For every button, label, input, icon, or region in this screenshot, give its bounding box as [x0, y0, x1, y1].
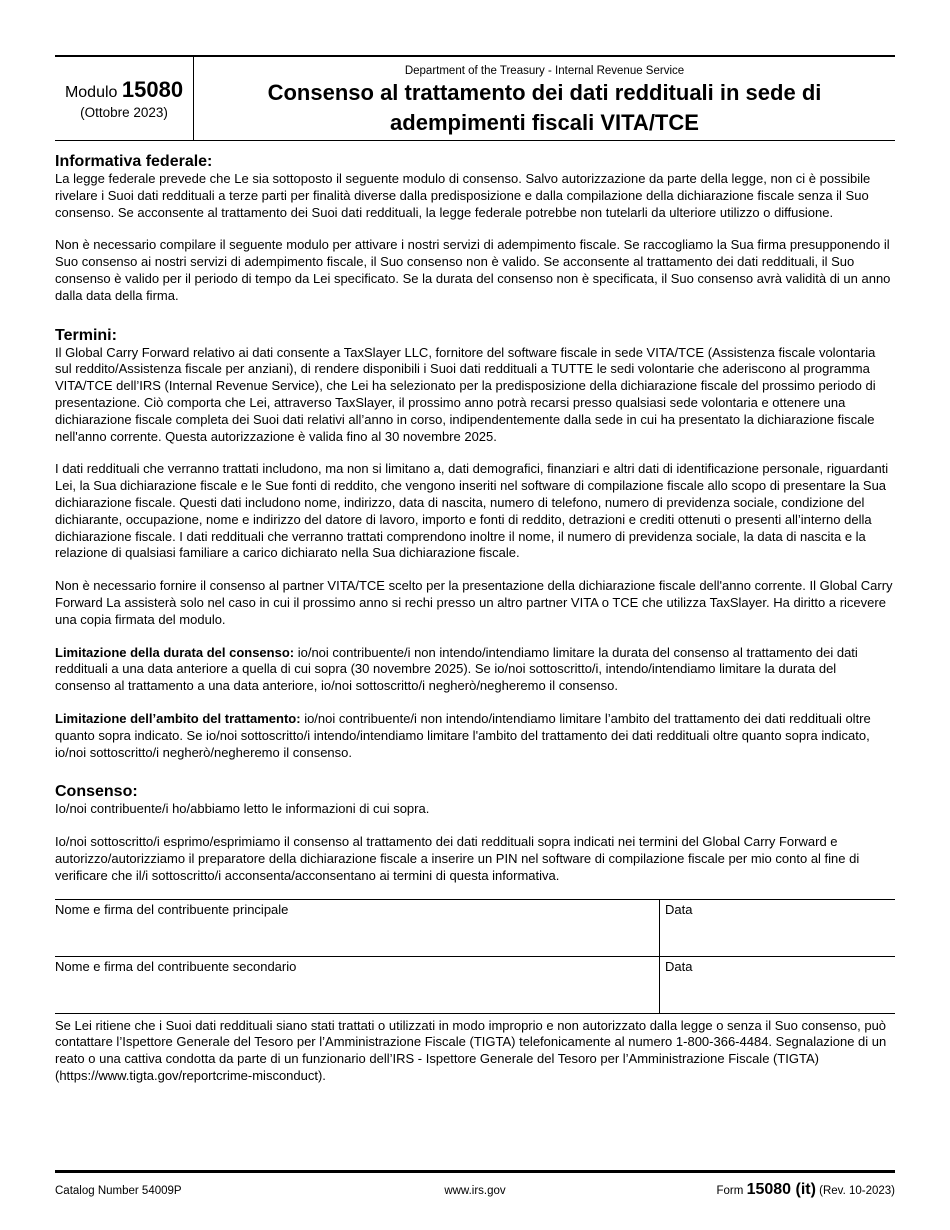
form-revision	[615, 1181, 895, 1199]
durata-limitation	[55, 645, 895, 695]
informativa-heading: Informativa federale:	[55, 153, 213, 170]
form-title-line2: adempimenti fiscali VITA/TCE	[390, 110, 699, 135]
consenso-heading: Consenso:	[55, 783, 138, 801]
department-name: Department of the Treasury - Internal Revenue Service	[404, 65, 685, 77]
primary-date-field[interactable]	[660, 900, 895, 956]
secondary-date-field[interactable]	[660, 957, 895, 1013]
termini-heading: Termini:	[55, 326, 117, 344]
form-prefix: Modulo	[64, 84, 118, 101]
primary-signature-row	[55, 900, 895, 957]
tigta-notice: Se Lei ritiene che i Suoi dati reddituali siano stati trattati o utilizzati in modo improprio e non autorizzato dalla legge o senza il Suo consenso, può contattare l’Ispettore Generale del Tesoro per l’Amministrazione Fiscale (TIGTA) telefonicamente al numero 1-800-366-4484. Segnalazione di un reato o una cattiva condotta da parte di un funzionario dell’IRS - Ispettore Generale del Tesoro per l’Amministrazione Fiscale (TIGTA) (https://www.tigta.gov/reportcrime-misconduct).	[55, 1017, 887, 1083]
form-date: (Ottobre 2023)	[80, 105, 168, 120]
informativa-section	[55, 153, 895, 305]
primary-signature-field[interactable]	[55, 900, 660, 956]
page-footer	[55, 1170, 895, 1199]
catalog-number: Catalog Number 54009P	[55, 1185, 182, 1197]
consenso-section	[55, 783, 895, 884]
termini-section	[55, 327, 895, 762]
secondary-signature-field[interactable]	[55, 957, 660, 1013]
footer-form-id: 15080 (it)	[746, 1181, 816, 1198]
secondary-date-label: Data	[665, 958, 693, 974]
termini-paragraph-3: Non è necessario fornire il consenso al partner VITA/TCE scelto per la presentazione della dichiarazione fiscale dell'anno corrente. Il Global Carry Forward La assisterà solo nel caso in cui il prossimo anno si rechi presso un altro partner VITA o TCE che utilizza TaxSlayer. Ha diritto a ricevere una copia firmata del modulo.	[55, 578, 893, 627]
ambito-text: io/noi contribuente/i non intendo/intendiamo limitare l’ambito del trattamento dei dati reddituali oltre quanto sopra indicato. Se io/noi sottoscritto/i intendo/intendiamo limitare l'ambito del trattamento dei dati reddituali oltre quanto sopra indicato, io/noi sottoscritto/i negherò/negheremo il consenso.	[55, 710, 871, 760]
durata-text: io/noi contribuente/i non intendo/intendiamo limitare la durata del consenso al trattamento dei dati reddituali a una data anteriore a quella di cui sopra (30 novembre 2025). Se io/noi sottoscritto/i, intendo/intendiamo limitare la durata del consenso al trattamento a una data anteriore, io/noi sottoscritto/i negherò/negheremo il consenso.	[55, 644, 858, 694]
form-word: Form	[716, 1185, 744, 1197]
form-header	[55, 55, 895, 141]
primary-signature-label: Nome e firma del contribuente principale	[55, 901, 289, 917]
consenso-paragraph-2: Io/noi sottoscritto/i esprimo/esprimiamo il consenso al trattamento dei dati reddituali sopra indicati nei termini del Global Carry Forward e autorizzo/autorizziamo il preparatore della dichiarazione fiscale a inserire un PIN nel software di compilazione fiscale per mio conto al fine di verificare che il/i sottoscritto/i acconsenta/acconsentano ai termini di questa informativa.	[55, 834, 860, 883]
primary-date-label: Data	[665, 901, 693, 917]
form-page	[55, 55, 895, 1085]
form-number: 15080	[121, 77, 184, 102]
informativa-paragraph-2: Non è necessario compilare il seguente modulo per attivare i nostri servizi di adempimento fiscale. Se raccogliamo la Sua firma presupponendo il Suo consenso ai nostri servizi di adempimento fiscale, il Suo consenso non è valido. Se acconsente al trattamento dei dati reddituali, il Suo consenso è valido per il periodo di tempo da Lei specificato. Se la durata del consenso non è specificata, il Suo consenso avrà validità di un anno dalla data della firma.	[55, 237, 891, 303]
form-identifier	[55, 57, 194, 140]
signature-table	[55, 899, 895, 1014]
secondary-signature-row	[55, 957, 895, 1014]
irs-website: www.irs.gov	[444, 1185, 506, 1197]
secondary-signature-label: Nome e firma del contribuente secondario	[55, 958, 297, 974]
termini-paragraph-1: Il Global Carry Forward relativo ai dati consente a TaxSlayer LLC, fornitore del software fiscale in sede VITA/TCE (Assistenza fiscale volontaria sul reddito/Assistenza fiscale per anziani), di rendere disponibili i Suoi dati reddituali a TUTTE le sedi volontarie che aderiscono al programma VITA/TCE dell’IRS (Internal Revenue Service), che Lei ha selezionato per la predisposizione della dichiarazione fiscale del prossimo periodo di presentazione. Ciò comporta che Lei, attraverso TaxSlayer, il prossimo anno potrà recarsi presso qualsiasi sede volontaria e ottenere una dichiarazione fiscale completa dei Suoi dati relativi all’anno in corso, indipendentemente dalla sede in cui ha presentato la dichiarazione fiscale nell'anno corrente. Questa autorizzazione è valida fino al 30 novembre 2025.	[55, 344, 876, 444]
informativa-paragraph-1: La legge federale prevede che Le sia sottoposto il seguente modulo di consenso. Salvo autorizzazione da parte della legge, non ci è possibile rivelare i Suoi dati reddituali a terze parti per finalità diverse dalla predisposizione e dalla compilazione della dichiarazione fiscale senza il Suo consenso. Se acconsente al trattamento dei Suoi dati reddituali, la legge federale potrebbe non tutelarli da ulteriore utilizzo o diffusione.	[55, 171, 871, 220]
revision-date: (Rev. 10-2023)	[819, 1185, 895, 1197]
durata-label: Limitazione della durata del consenso:	[55, 644, 295, 660]
consenso-paragraph-1: Io/noi contribuente/i ho/abbiamo letto le informazioni di cui sopra.	[55, 801, 430, 817]
ambito-limitation	[55, 711, 895, 761]
termini-paragraph-2: I dati reddituali che verranno trattati includono, ma non si limitano a, dati demografici, finanziari e altri dati di identificazione personale, riguardanti Lei, la Sua dichiarazione fiscale e le Sue fonti di reddito, che vengono inseriti nel software di compilazione fiscale allo scopo di presentare la Sua dichiarazione fiscale. Questi dati includono nome, indirizzo, data di nascita, numero di telefono, numero di previdenza sociale, condizione del dichiarante, occupazione, nome e indirizzo del datore di lavoro, importo e fonti di reddito, detrazioni e crediti ottenuti o presenti all’interno della dichiarazione fiscale. I dati reddituali che verranno trattati comprendono inoltre il nome, il numero di previdenza sociale, la data di nascita e la relazione di qualsiasi familiare a carico dichiarato nella Sua dichiarazione fiscale.	[55, 461, 889, 561]
ambito-label: Limitazione dell’ambito del trattamento:	[55, 710, 301, 726]
form-title-line1: Consenso al trattamento dei dati reddituali in sede di	[267, 80, 822, 105]
title-block	[194, 57, 895, 140]
